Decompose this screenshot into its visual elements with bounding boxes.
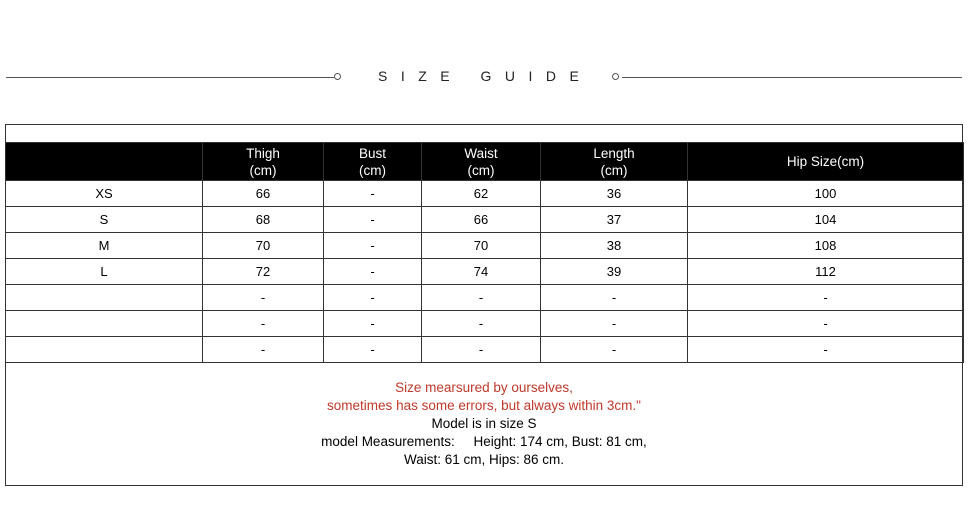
table-cell bbox=[6, 285, 203, 311]
table-cell: 108 bbox=[688, 233, 964, 259]
table-cell: L bbox=[6, 259, 203, 285]
table-cell: - bbox=[324, 233, 422, 259]
table-cell: - bbox=[422, 285, 541, 311]
table-cell: 72 bbox=[203, 259, 324, 285]
note-line: model Measurements: Height: 174 cm, Bust: 81 cm, bbox=[321, 434, 647, 449]
table-cell: - bbox=[324, 285, 422, 311]
table-cell: - bbox=[324, 181, 422, 207]
table-cell: 36 bbox=[541, 181, 688, 207]
table-cell: - bbox=[324, 207, 422, 233]
table-cell: 74 bbox=[422, 259, 541, 285]
table-cell: - bbox=[203, 285, 324, 311]
header-waist: Waist (cm) bbox=[422, 143, 541, 181]
table-row bbox=[6, 311, 964, 337]
table-cell: 70 bbox=[203, 233, 324, 259]
header-size bbox=[6, 143, 203, 181]
table-cell: - bbox=[422, 311, 541, 337]
table-cell: - bbox=[541, 311, 688, 337]
size-guide-title-row bbox=[0, 66, 972, 90]
table-cell: - bbox=[688, 311, 964, 337]
table-cell: 39 bbox=[541, 259, 688, 285]
table-cell: 70 bbox=[422, 233, 541, 259]
note-line: Model is in size S bbox=[431, 416, 537, 431]
table-cell: - bbox=[541, 337, 688, 363]
table-cell: - bbox=[203, 311, 324, 337]
table-cell: - bbox=[688, 285, 964, 311]
table-row bbox=[6, 285, 964, 311]
table-cell: - bbox=[541, 285, 688, 311]
header-hip-size: Hip Size(cm) bbox=[688, 143, 964, 181]
note-line: Size mearsured by ourselves, bbox=[395, 380, 573, 395]
title-divider-left bbox=[6, 77, 334, 78]
table-cell: 38 bbox=[541, 233, 688, 259]
table-cell: 104 bbox=[688, 207, 964, 233]
table-cell: - bbox=[324, 311, 422, 337]
table-cell: 62 bbox=[422, 181, 541, 207]
table-cell: 66 bbox=[422, 207, 541, 233]
circle-ornament-icon bbox=[334, 73, 341, 80]
table-cell: 37 bbox=[541, 207, 688, 233]
table-cell: - bbox=[324, 259, 422, 285]
table-cell bbox=[6, 311, 203, 337]
header-bust: Bust (cm) bbox=[324, 143, 422, 181]
table-cell bbox=[6, 337, 203, 363]
size-table bbox=[5, 142, 964, 363]
table-cell: XS bbox=[6, 181, 203, 207]
table-cell: - bbox=[688, 337, 964, 363]
table-cell: 68 bbox=[203, 207, 324, 233]
header-thigh: Thigh (cm) bbox=[203, 143, 324, 181]
table-cell: 100 bbox=[688, 181, 964, 207]
measurement-notes bbox=[5, 360, 963, 486]
circle-ornament-icon bbox=[612, 73, 619, 80]
table-cell: 66 bbox=[203, 181, 324, 207]
table-row bbox=[6, 259, 964, 285]
table-row bbox=[6, 337, 964, 363]
page-title: SIZE GUIDE bbox=[378, 68, 593, 84]
table-cell: 112 bbox=[688, 259, 964, 285]
header-length: Length (cm) bbox=[541, 143, 688, 181]
table-cell: - bbox=[203, 337, 324, 363]
note-line: Waist: 61 cm, Hips: 86 cm. bbox=[403, 452, 565, 467]
table-cell: M bbox=[6, 233, 203, 259]
table-row bbox=[6, 181, 964, 207]
title-divider-right bbox=[622, 77, 962, 78]
table-header-row bbox=[6, 143, 964, 181]
table-cell: - bbox=[422, 337, 541, 363]
table-row bbox=[6, 207, 964, 233]
table-cell: - bbox=[324, 337, 422, 363]
table-cell: S bbox=[6, 207, 203, 233]
table-row bbox=[6, 233, 964, 259]
note-line: sometimes has some errors, but always within 3cm." bbox=[327, 398, 641, 413]
